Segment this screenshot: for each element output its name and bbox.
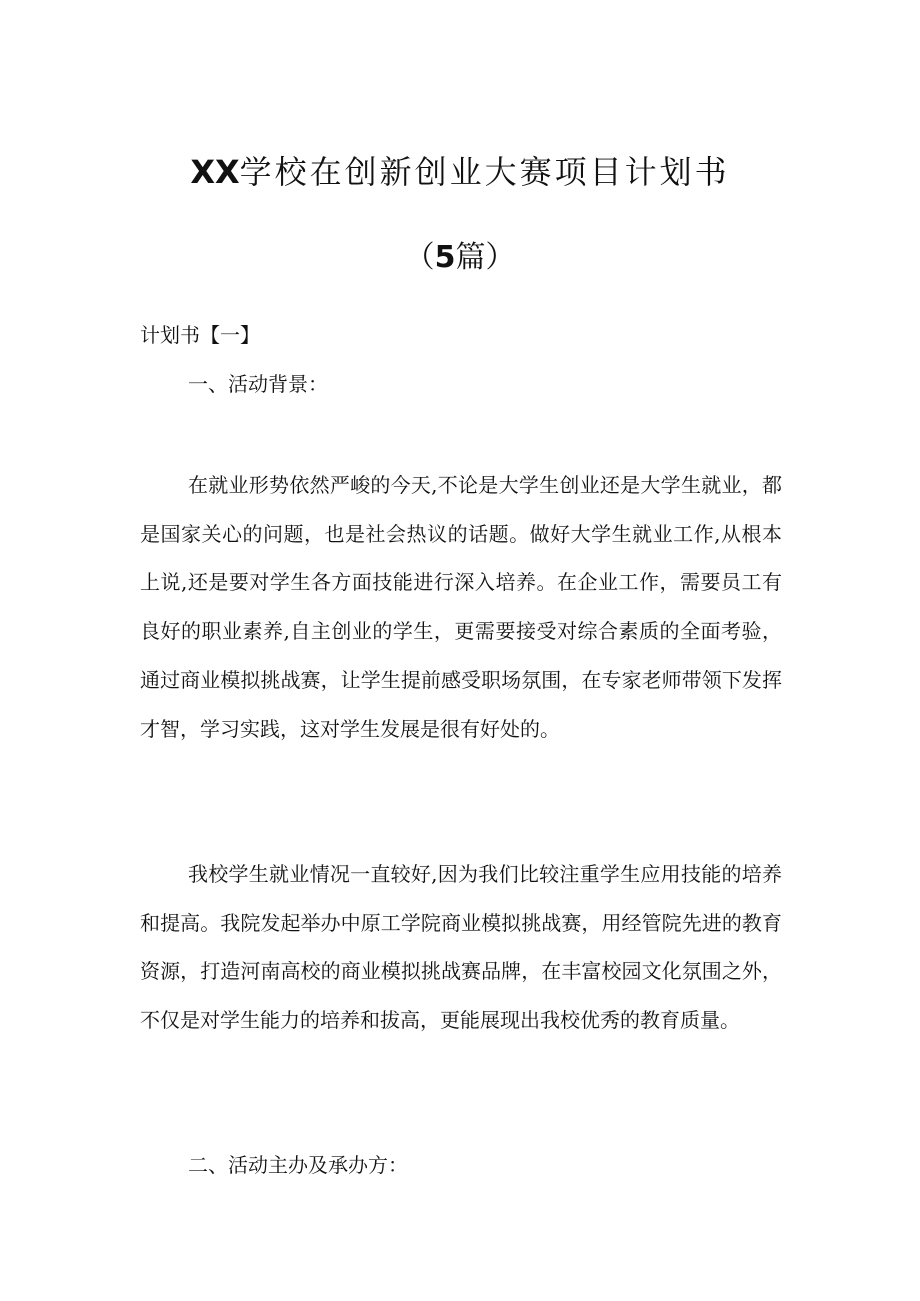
title-main: 学校在创新创业大赛项目计划书 <box>239 153 730 191</box>
title-prefix: XX <box>190 153 240 191</box>
subtitle-open: （ <box>404 240 435 275</box>
plan-label: 计划书【一】 <box>140 323 260 347</box>
document-title <box>0 148 920 196</box>
subtitle-count: 5 <box>434 240 456 275</box>
paragraph-background-2: 我校学生就业情况一直较好,因为我们比较注重学生应用技能的培养和提高。我院发起举办中原工学院商业模拟挑战赛，用经管院先进的教育资源，打造河南高校的商业模拟挑战赛品牌，在丰富校园文化氛围之外，不仅是对学生能力的培养和拔高，更能展现出我校优秀的教育质量。 <box>140 862 782 1033</box>
section-heading-organizers: 二、活动主办及承办方： <box>188 1153 408 1177</box>
document-subtitle <box>0 234 920 282</box>
section-heading-background: 一、活动背景： <box>188 372 328 396</box>
paragraph-background-1: 在就业形势依然严峻的今天,不论是大学生创业还是大学生就业，都是国家关心的问题，也是社会热议的话题。做好大学生就业工作,从根本上说,还是要对学生各方面技能进行深入培养。在企业工作，需要员工有良好的职业素养,自主创业的学生，更需要接受对综合素质的全面考验，通过商业模拟挑战赛，让学生提前感受职场氛围，在专家老师带领下发挥才智，学习实践，这对学生发展是很有好处的。 <box>140 473 782 741</box>
subtitle-close: 篇） <box>455 240 516 275</box>
